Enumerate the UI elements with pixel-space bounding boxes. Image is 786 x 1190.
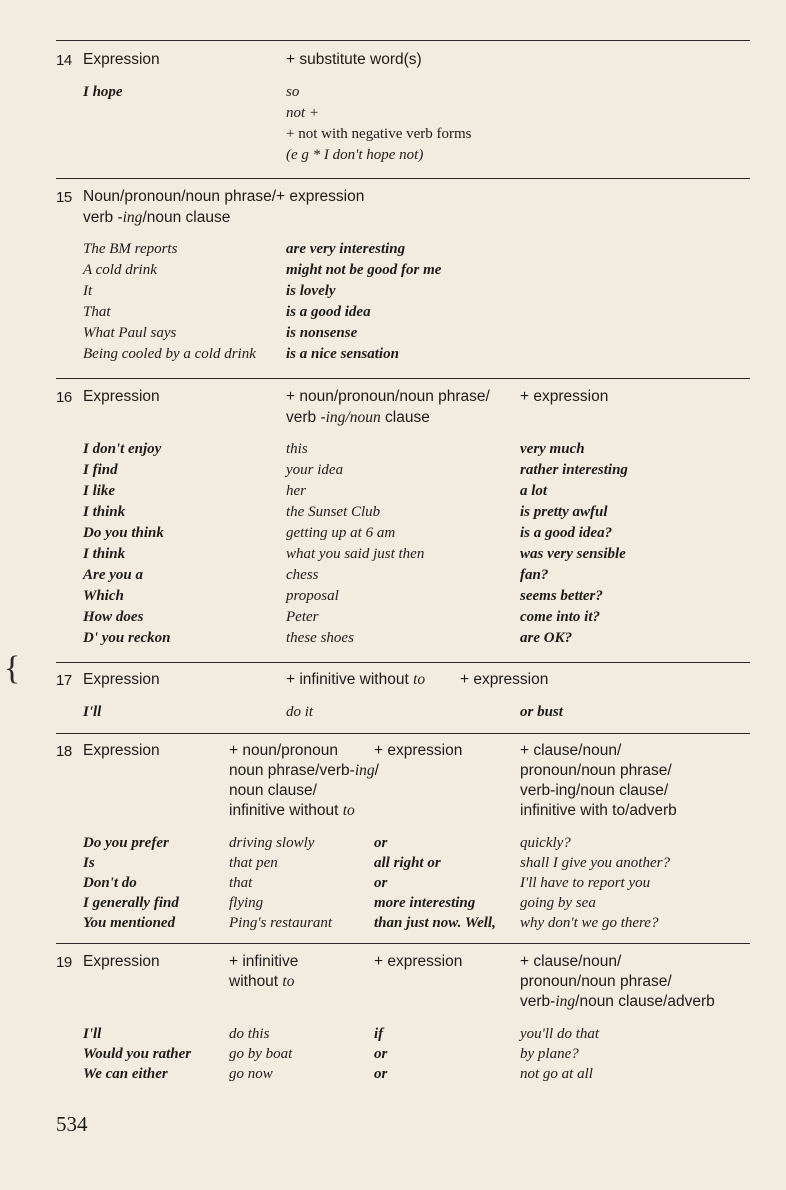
clause-end: going by sea (520, 895, 596, 911)
expression-middle: all right or (374, 855, 441, 871)
expression-start: You mentioned (83, 915, 176, 931)
expression-start: I think (83, 504, 126, 520)
expression-middle: or (374, 875, 388, 891)
column-header: verb-ing/noun clause/ (520, 782, 669, 799)
noun-phrase: proposal (286, 588, 339, 604)
expression-end: was very sensible (520, 546, 626, 562)
predicate-expression: might not be good for me (286, 262, 442, 278)
header-part: verb - (286, 409, 326, 426)
header-part: clause (380, 409, 430, 426)
noun-phrase: the Sunset Club (286, 504, 381, 520)
column-header: + expression (374, 742, 463, 759)
noun-phrase: her (286, 483, 306, 499)
expression-end: seems better? (520, 588, 603, 604)
header-part: ing (555, 993, 576, 1010)
subject-phrase: That (83, 304, 111, 320)
section-number: 18 (56, 743, 72, 760)
predicate-expression: is a nice sensation (286, 346, 399, 362)
column-header (520, 992, 715, 1012)
column-header: + expression (520, 388, 609, 405)
section-number: 14 (56, 52, 72, 69)
header-part: verb- (520, 993, 556, 1010)
expression-middle: more interesting (374, 895, 476, 911)
noun-phrase: chess (286, 567, 319, 583)
noun-phrase: these shoes (286, 630, 354, 646)
noun-phrase: this (286, 441, 308, 457)
header-part: to (342, 802, 355, 819)
expression-start: I find (83, 462, 118, 478)
column-header: + substitute word(s) (286, 51, 422, 68)
noun-phrase: flying (229, 895, 264, 911)
section-rule (56, 943, 750, 944)
column-header: + expression (374, 953, 463, 970)
column-header: Expression (83, 671, 160, 688)
section-number: 17 (56, 672, 72, 689)
subject-phrase: The BM reports (83, 241, 178, 257)
expression-start: Don't do (83, 875, 137, 891)
expression-middle: or (374, 1046, 388, 1062)
header-part: verb - (83, 209, 123, 226)
substitute-example: (e g * I don't hope not) (286, 147, 424, 163)
expression-start: Do you think (83, 525, 164, 541)
header-part: Noun/pronoun/noun phrase/ (83, 188, 277, 205)
predicate-expression: are very interesting (286, 241, 406, 257)
example-expression: I hope (83, 84, 123, 100)
expression-start: I think (83, 546, 126, 562)
column-header: infinitive with to/adverb (520, 802, 677, 819)
clause-end: shall I give you another? (520, 855, 670, 871)
section-rule (56, 178, 750, 179)
expression-middle: or (374, 835, 388, 851)
clause-end: quickly? (520, 835, 571, 851)
header-part: to (413, 671, 426, 688)
expression-start: Which (83, 588, 124, 604)
header-part: noun phrase/verb- (229, 762, 355, 779)
expression-end: fan? (520, 567, 549, 583)
expression-end: rather interesting (520, 462, 628, 478)
column-header (83, 208, 230, 228)
noun-phrase: that pen (229, 855, 278, 871)
infinitive-phrase: go now (229, 1066, 273, 1082)
header-part: ing/noun (325, 409, 381, 426)
expression-start: Are you a (83, 567, 143, 583)
header-part: / (374, 762, 379, 779)
section-rule (56, 662, 750, 663)
noun-phrase: what you said just then (286, 546, 425, 562)
noun-phrase: your idea (286, 462, 344, 478)
expression-middle: if (374, 1026, 384, 1042)
column-header: Expression (83, 51, 160, 68)
infinitive-phrase: do it (286, 704, 314, 720)
column-header (83, 187, 364, 207)
subject-phrase: Being cooled by a cold drink (83, 346, 256, 362)
column-header: pronoun/noun phrase/ (520, 973, 672, 990)
column-header: + infinitive (229, 953, 299, 970)
margin-bracket-mark: { (4, 650, 21, 687)
subject-phrase: What Paul says (83, 325, 177, 341)
header-part: /noun clause (142, 209, 231, 226)
noun-phrase: that (229, 875, 253, 891)
expression-start: How does (83, 609, 144, 625)
noun-phrase: driving slowly (229, 835, 315, 851)
subject-phrase: It (83, 283, 93, 299)
substitute-word: not + (286, 105, 320, 121)
column-header: pronoun/noun phrase/ (520, 762, 672, 779)
expression-middle: than just now. Well, (374, 915, 496, 931)
section-rule (56, 40, 750, 41)
noun-phrase: Ping's restaurant (229, 915, 333, 931)
noun-phrase: getting up at 6 am (286, 525, 396, 541)
subject-phrase: A cold drink (83, 262, 157, 278)
column-header: + clause/noun/ (520, 953, 622, 970)
substitute-word: so (286, 84, 300, 100)
column-header: Expression (83, 742, 160, 759)
expression-start: I'll (83, 1026, 102, 1042)
predicate-expression: is a good idea (286, 304, 371, 320)
column-header (286, 670, 425, 690)
expression-start: D' you reckon (83, 630, 171, 646)
infinitive-phrase: go by boat (229, 1046, 293, 1062)
header-part: ing (122, 209, 143, 226)
infinitive-phrase: do this (229, 1026, 270, 1042)
column-header (229, 801, 355, 821)
section-number: 16 (56, 389, 72, 406)
expression-end: are OK? (520, 630, 573, 646)
column-header: + noun/pronoun (229, 742, 339, 759)
column-header: Expression (83, 953, 160, 970)
substitute-note: + not with negative verb forms (286, 126, 472, 142)
expression-start: We can either (83, 1066, 168, 1082)
expression-end: a lot (520, 483, 548, 499)
column-header: Expression (83, 388, 160, 405)
predicate-expression: is nonsense (286, 325, 358, 341)
header-part: infinitive without (229, 802, 343, 819)
clause-end: not go at all (520, 1066, 593, 1082)
expression-end: is pretty awful (520, 504, 608, 520)
column-header (229, 761, 379, 781)
clause-end: I'll have to report you (520, 875, 651, 891)
clause-end: by plane? (520, 1046, 579, 1062)
clause-end: you'll do that (520, 1026, 600, 1042)
header-part: /noun clause/adverb (575, 993, 715, 1010)
section-rule (56, 733, 750, 734)
column-header (229, 972, 294, 992)
predicate-expression: is lovely (286, 283, 336, 299)
expression-start: I like (83, 483, 116, 499)
section-rule (56, 378, 750, 379)
expression-middle: or (374, 1066, 388, 1082)
expression-end: or bust (520, 704, 563, 720)
header-part: + expression (276, 188, 365, 205)
expression-start: I don't enjoy (83, 441, 162, 457)
header-part: without (229, 973, 283, 990)
section-number: 15 (56, 189, 72, 206)
expression-start: Do you prefer (83, 835, 169, 851)
column-header (286, 408, 430, 428)
column-header: + noun/pronoun/noun phrase/ (286, 388, 490, 405)
section-number: 19 (56, 954, 72, 971)
header-part: to (282, 973, 295, 990)
clause-end: why don't we go there? (520, 915, 659, 931)
header-part: + infinitive without (286, 671, 414, 688)
expression-end: come into it? (520, 609, 600, 625)
expression-start: Would you rather (83, 1046, 192, 1062)
column-header: + expression (460, 671, 549, 688)
expression-start: Is (83, 855, 95, 871)
column-header: + clause/noun/ (520, 742, 622, 759)
noun-phrase: Peter (286, 609, 319, 625)
expression-start: I generally find (83, 895, 179, 911)
page-number: 534 (56, 1112, 88, 1136)
expression-end: is a good idea? (520, 525, 613, 541)
expression-start: I'll (83, 704, 102, 720)
expression-end: very much (520, 441, 585, 457)
column-header: noun clause/ (229, 782, 317, 799)
header-part: ing (354, 762, 375, 779)
